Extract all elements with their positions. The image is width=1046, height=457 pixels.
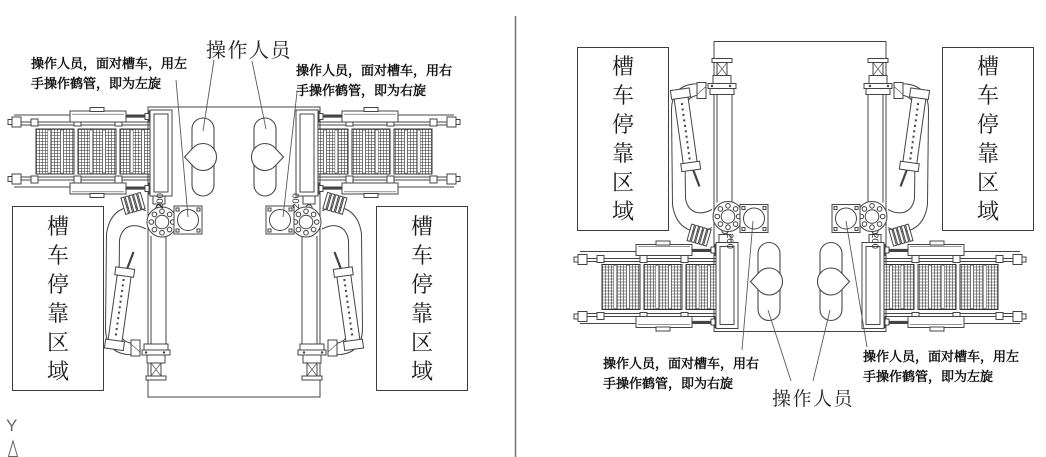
axis-arrow-icon	[9, 441, 18, 457]
y-axis-marker	[6, 416, 18, 457]
y-axis-label: Y	[6, 416, 18, 435]
leader-line	[203, 60, 214, 131]
truck-parking-area-label: 槽车停靠区域	[976, 54, 999, 224]
dimension-200: 200	[869, 233, 880, 249]
note-line: 手操作鹤管，即为右旋	[603, 375, 734, 391]
note-line: 操作人员，面对槽车，用右	[603, 356, 760, 371]
note-line: 操作人员，面对槽车，用左	[863, 349, 1020, 364]
truck-parking-area-box	[376, 206, 468, 391]
truck-parking-area-box	[12, 206, 104, 391]
note-line: 操作人员，面对槽车，用右	[296, 63, 453, 78]
dimension-200: 200	[291, 193, 302, 209]
truck-parking-area-label: 槽车停靠区域	[611, 54, 634, 224]
note-right-rotation	[603, 354, 759, 393]
leader-line	[768, 310, 791, 381]
note-line: 手操作鹤管，即为左旋	[863, 368, 994, 384]
note-line: 手操作鹤管，即为右旋	[296, 82, 427, 98]
truck-parking-area-box	[942, 47, 1034, 231]
leader-line	[813, 310, 830, 381]
operators-title-left-diagram: 操作人员	[206, 40, 292, 62]
leader-line	[252, 61, 266, 129]
operators-title-right-diagram: 操作人员	[772, 389, 855, 410]
leader-line	[742, 221, 753, 350]
truck-parking-area-label: 槽车停靠区域	[46, 213, 69, 384]
dimension-200: 200	[724, 233, 735, 249]
dimension-200: 200	[155, 193, 166, 209]
leader-line	[176, 80, 188, 217]
note-left-rotation	[863, 347, 1019, 386]
truck-parking-area-box	[577, 47, 669, 231]
truck-parking-area-label: 槽车停靠区域	[410, 213, 433, 384]
note-line: 手操作鹤管，即为左旋	[31, 75, 162, 91]
note-right-rotation	[296, 61, 452, 100]
note-line: 操作人员，面对槽车，用左	[31, 56, 188, 71]
note-left-rotation	[31, 54, 187, 93]
